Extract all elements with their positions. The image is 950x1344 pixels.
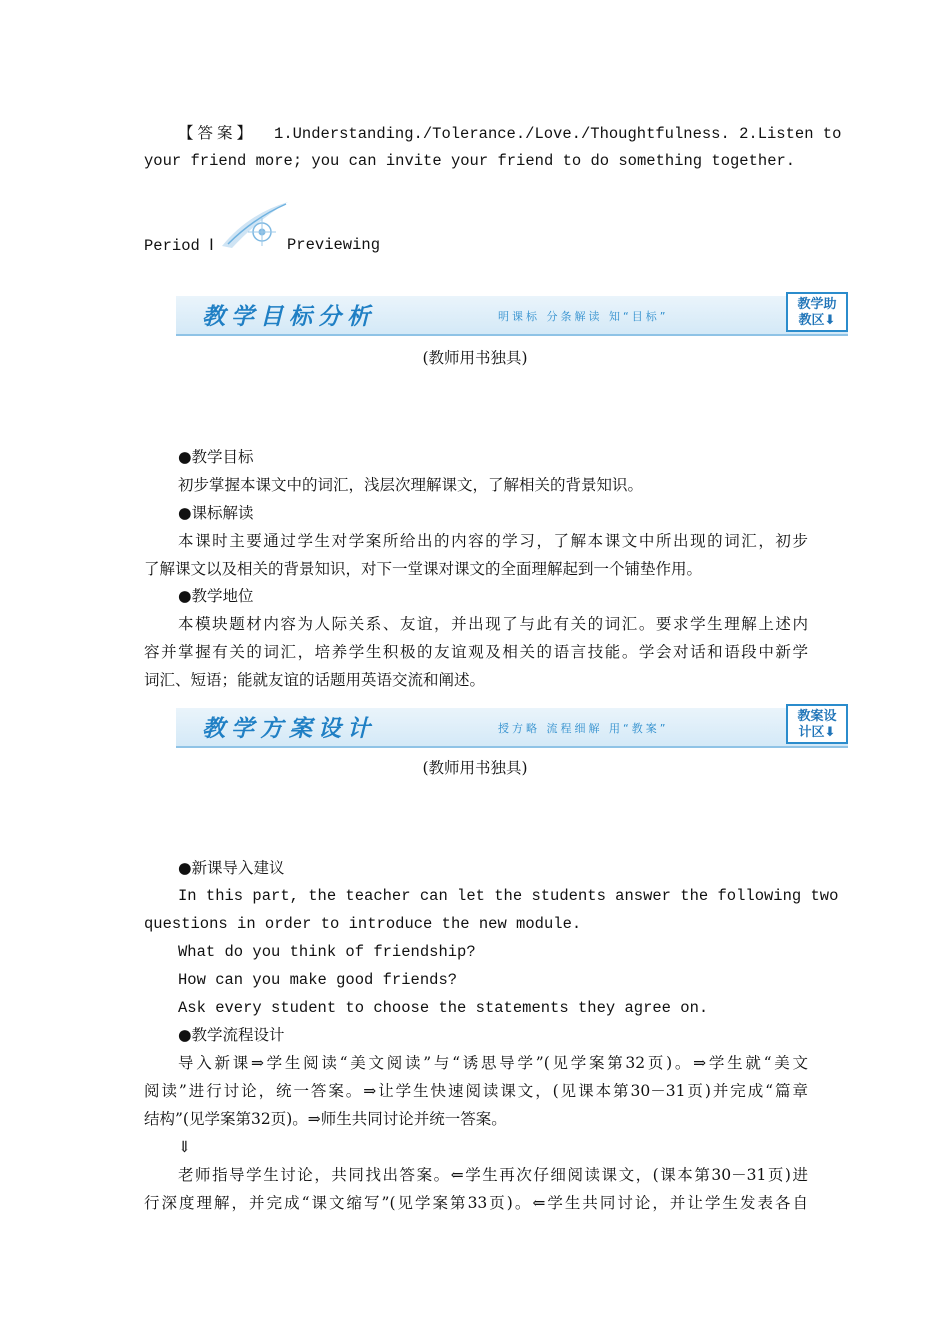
answer-label: 【答案】	[178, 124, 257, 142]
badge-line-1: 教案设	[797, 709, 837, 724]
badge-line-2: 计区⬇	[798, 725, 836, 740]
paragraph-line: 本模块题材内容为人际关系、友谊，并出现了与此有关的词汇。要求学生理解上述内	[178, 615, 808, 633]
paragraph-line: 容并掌握有关的词汇，培养学生积极的友谊观及相关的语言技能。学会对话和语段中新学	[144, 643, 808, 661]
paragraph-line: 了解课文以及相关的背景知识，对下一堂课对课文的全面理解起到一个铺垫作用。	[144, 560, 703, 578]
paragraph: 初步掌握本课文中的词汇，浅层次理解课文，了解相关的背景知识。	[178, 476, 644, 494]
banner-title: 教学目标分析	[202, 303, 376, 330]
heading-teaching-goal: ●教学目标	[178, 448, 254, 466]
paragraph-line: Ask every student to choose the statements they agree on.	[178, 999, 709, 1017]
banner-badge	[786, 292, 848, 332]
paragraph-line: 本课时主要通过学生对学案所给出的内容的学习，了解本课文中所出现的词汇，初步	[178, 532, 808, 550]
teaching-plan-banner	[176, 708, 848, 748]
banner-badge	[786, 704, 848, 744]
answer-text-1: 1.Understanding./Tolerance./Love./Thoughtfulness. 2.Listen to	[274, 125, 842, 143]
banner-subtitle: 明课标 分条解读 知“目标”	[498, 310, 669, 323]
paragraph-line: 导入新课⇒学生阅读“美文阅读”与“诱思导学”(见学案第32页)。⇒学生就“美文	[178, 1054, 808, 1072]
paragraph-line: 词汇、短语；能就友谊的话题用英语交流和阐述。	[144, 671, 486, 689]
answer-line-1	[178, 119, 842, 148]
teacher-only-note: (教师用书独具)	[422, 349, 528, 367]
paragraph-line: questions in order to introduce the new module.	[144, 915, 582, 933]
compass-logo-icon	[218, 200, 290, 252]
paragraph-line: 老师指导学生讨论，共同找出答案。⇐学生再次仔细阅读课文，(课本第30－31页)进	[178, 1166, 808, 1184]
heading-standard-interpretation: ●课标解读	[178, 504, 254, 522]
paragraph-line: 阅读”进行讨论，统一答案。⇒让学生快速阅读课文，(见课本第30－31页)并完成“篇章	[144, 1082, 808, 1100]
period-label: Period Ⅰ	[144, 237, 214, 255]
teacher-only-note: (教师用书独具)	[422, 759, 528, 777]
heading-intro-suggestion: ●新课导入建议	[178, 859, 285, 877]
heading-teaching-status: ●教学地位	[178, 587, 254, 605]
down-arrow: ⇓	[178, 1138, 191, 1156]
badge-line-1: 教学助	[797, 297, 837, 312]
answer-line-2: your friend more; you can invite your friend to do something together.	[144, 152, 796, 170]
question-line: How can you make good friends?	[178, 971, 458, 989]
period-title: Previewing	[287, 236, 381, 254]
teaching-goal-banner	[176, 296, 848, 336]
paragraph-line: 结构”(见学案第32页)。⇒师生共同讨论并统一答案。	[144, 1110, 507, 1128]
paragraph-line: 行深度理解，并完成“课文缩写”(见学案第33页)。⇐学生共同讨论，并让学生发表各自	[144, 1194, 808, 1212]
question-line: What do you think of friendship?	[178, 943, 476, 961]
paragraph-line: In this part, the teacher can let the students answer the following two	[178, 887, 839, 905]
badge-line-2: 教区⬇	[798, 313, 836, 328]
heading-process-design: ●教学流程设计	[178, 1026, 285, 1044]
banner-title: 教学方案设计	[202, 715, 376, 742]
banner-subtitle: 授方略 流程细解 用“教案”	[498, 722, 669, 735]
